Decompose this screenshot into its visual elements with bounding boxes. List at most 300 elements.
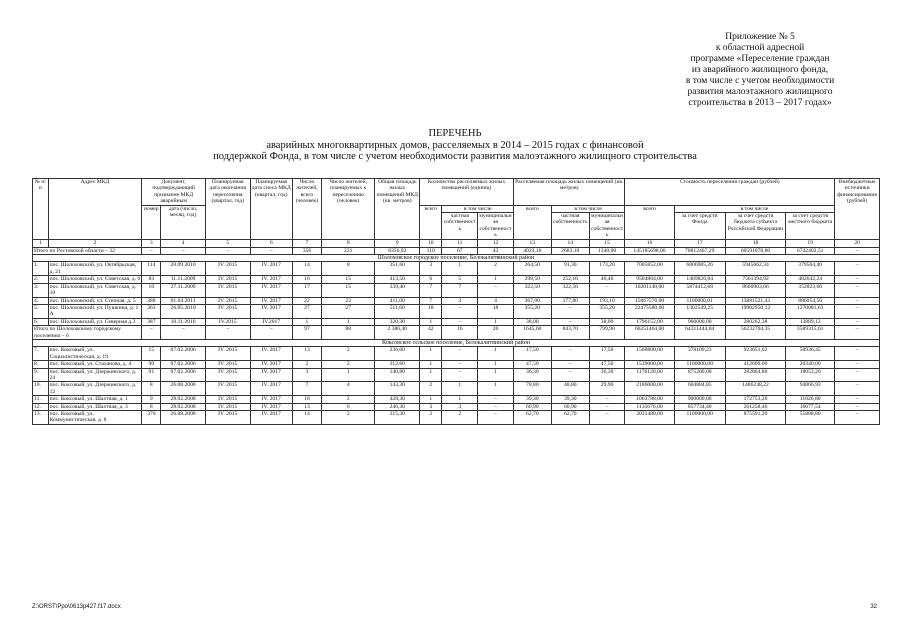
table-cell: 604884,85 (674, 382, 725, 396)
column-index-cell: 16 (625, 239, 674, 247)
table-cell: пос. Шолоховский, ул. Советская, д. 10 (48, 283, 142, 297)
column-index-cell: 12 (478, 239, 514, 247)
table-cell: – (250, 326, 292, 340)
table-cell: 412600,00 (725, 361, 785, 368)
title-heading: ПЕРЕЧЕНЬ (428, 128, 482, 139)
table-cell: 6. (33, 318, 49, 325)
table-cell: 1 (478, 318, 514, 325)
table-cell: – (835, 318, 880, 325)
header-subject: за счет средств бюджета субъекта Российской Федерации (725, 213, 785, 240)
table-cell: 923651,02 (725, 347, 785, 361)
table-cell: 42 (420, 326, 442, 340)
table-cell: IV. 2017 (250, 347, 292, 361)
appendix-line: Приложение № 5 (725, 32, 795, 42)
table-cell: 900000,00 (674, 396, 725, 403)
table-cell: 799,90 (589, 326, 625, 340)
table-cell: IV. 2015 (205, 304, 250, 318)
column-index-cell: 3 (142, 239, 161, 247)
table-cell: 2031480,00 (625, 411, 674, 425)
table-cell: 312,60 (375, 361, 420, 368)
table-cell: 3 (442, 297, 478, 304)
table-cell: 264,50 (513, 262, 551, 276)
table-cell: IV.2017 (250, 318, 292, 325)
header-municipal: муниципальная собственность (479, 213, 512, 239)
table-cell: 8 (142, 382, 161, 396)
table-cell: 2 (420, 382, 442, 396)
table-cell: 10 (142, 283, 161, 297)
appendix-line: развития малоэтажного жилищного (687, 87, 833, 97)
table-cell: 39,30 (551, 396, 589, 403)
table-cell: 22 (321, 297, 375, 304)
table-cell: пос. Коксовый, ул. Дзержинского, д. 24 (48, 368, 142, 382)
table-cell: 1340,00 (589, 247, 625, 254)
table-cell: 56232704,35 (725, 326, 785, 340)
table-cell: 857734,40 (674, 403, 725, 410)
table-cell: IV. 2017 (250, 368, 292, 382)
table-cell: 9504864,00 (625, 276, 674, 283)
table-cell: 20.09.2010 (161, 262, 206, 276)
table-cell: 1176120,00 (625, 368, 674, 382)
table-cell: 5874412,68 (674, 283, 725, 297)
table-cell: 1 (442, 382, 478, 396)
table-cell: 38,00 (589, 318, 625, 325)
header-plan-demo: Планируемая дата сноса МКД (квартал, год) (250, 179, 292, 240)
table-cell: 60,90 (551, 403, 589, 410)
table-cell: – (205, 326, 250, 340)
table-cell: 14 (292, 262, 321, 276)
table-cell: 19902950,12 (725, 304, 785, 318)
table-cell: 315,30 (375, 411, 420, 425)
table-cell: 16677,54 (786, 403, 835, 410)
table-cell: – (161, 247, 206, 254)
table-cell: 1100000,00 (674, 411, 725, 425)
table-cell: 2. (33, 276, 49, 283)
table-cell: 177,80 (551, 297, 589, 304)
table-cell: – (589, 283, 625, 297)
table-cell: 320,30 (375, 318, 420, 325)
table-cell: 261258,46 (725, 403, 785, 410)
total-row (33, 247, 880, 254)
column-index-cell: 13 (513, 239, 551, 247)
table-cell: 9 (142, 396, 161, 403)
table-cell: 193,10 (589, 297, 625, 304)
table-cell: 29,90 (589, 382, 625, 396)
table-cell: IV.2015 (205, 318, 250, 325)
table-row (33, 361, 880, 368)
table-cell: 1560800,00 (625, 347, 674, 361)
table-cell: 1645,60 (513, 326, 551, 340)
table-cell: 1063788,00 (625, 396, 674, 403)
table-cell: – (835, 382, 880, 396)
table-cell: 13 (292, 347, 321, 361)
table-cell: – (835, 368, 880, 382)
section-row (33, 255, 880, 262)
table-cell: 13 (292, 403, 321, 410)
table-cell: 1 (478, 361, 514, 368)
table-cell: – (835, 304, 880, 318)
column-index-row (33, 239, 880, 247)
table-cell: 843,70 (551, 326, 589, 340)
table-cell: 5 (442, 276, 478, 283)
table-cell: 38,00 (513, 318, 551, 325)
table-cell: – (250, 247, 292, 254)
table-cell: – (442, 361, 478, 368)
table-cell: IV. 2015 (205, 382, 250, 396)
header-to-move: Число жителей, планируемых к переселению (человек) (321, 179, 375, 240)
table-cell: 22 (292, 297, 321, 304)
table-cell: 17 (292, 283, 321, 297)
header-fund: за счет средств Фонда (674, 213, 725, 240)
table-cell: 2 (321, 361, 375, 368)
table-cell: – (835, 361, 880, 368)
table-cell: пос. Коксовый, ул. Стаханова, д. 4 (48, 361, 142, 368)
table-cell: 18 (478, 304, 514, 318)
table-cell: 252,10 (551, 276, 589, 283)
table-row (33, 262, 880, 276)
table-cell: 1 (420, 361, 442, 368)
table-cell: 2 (292, 361, 321, 368)
table-cell: – (442, 368, 478, 382)
table-cell: 6 (321, 403, 375, 410)
table-cell: 17,50 (589, 347, 625, 361)
table-cell: 1. (33, 262, 49, 276)
header-residents: Число жителей, всего (человек) (292, 179, 321, 240)
table-cell: – (835, 262, 880, 276)
table-row (33, 403, 880, 410)
table-cell: 18 (420, 304, 442, 318)
table-cell: 1 (321, 368, 375, 382)
table-cell: 114 (142, 262, 161, 276)
table-cell: 1 (478, 347, 514, 361)
table-cell: 140,80 (375, 368, 420, 382)
table-cell: – (589, 396, 625, 403)
table-cell: 62,70 (551, 411, 589, 425)
table-cell: 12. (33, 403, 49, 410)
table-cell: 8 (321, 262, 375, 276)
table-cell: 2 (478, 262, 514, 276)
table-cell: IV. 2015 (205, 411, 250, 425)
table-cell: 46,40 (589, 276, 625, 283)
table-cell: – (478, 403, 514, 410)
table-cell: 67 (442, 247, 478, 254)
table-cell: 10201140,00 (625, 283, 674, 297)
table-cell: 28.02.2008 (161, 396, 206, 403)
table-cell: 1 (321, 318, 375, 325)
table-cell: 14 (292, 411, 321, 425)
table-cell: пос. Коксовый, ул. Коммунистическая, д. 8 (48, 411, 142, 425)
table-cell: IV. 2017 (250, 297, 292, 304)
column-index-cell: 8 (321, 239, 375, 247)
table-cell: 3. (33, 283, 49, 297)
table-cell: 379504,40 (786, 262, 835, 276)
table-cell: IV. 2015 (205, 276, 250, 283)
table-cell: 7 (420, 297, 442, 304)
column-index-cell: 9 (375, 239, 420, 247)
table-cell: IV. 2017 (250, 411, 292, 425)
table-cell: 22475580,00 (625, 304, 674, 318)
table-cell: 1 (478, 368, 514, 382)
document-title (30, 128, 880, 163)
table-cell: – (551, 361, 589, 368)
table-cell: 1 (442, 396, 478, 403)
column-index-cell: 11 (442, 239, 478, 247)
table-cell: 1270081,63 (786, 304, 835, 318)
table-cell: – (835, 326, 880, 340)
table-cell: IV. 2015 (205, 347, 250, 361)
appendix-line: программе «Переселение граждан (690, 54, 830, 64)
table-cell: 26.05.2010 (161, 304, 206, 318)
table-cell: 5945662,34 (725, 262, 785, 276)
table-cell: – (835, 403, 880, 410)
table-cell: пос. Шолоховский, ул. Советская, д. 6 (49, 276, 141, 283)
appendix-line: из аварийного жилищного фонда, (691, 65, 829, 75)
header-doc-date: дата (число, месяц, год) (161, 205, 206, 239)
table-cell: 875591,20 (725, 411, 785, 425)
table-cell: 13. (33, 411, 49, 425)
table-cell: 2 (321, 347, 375, 361)
table-cell: пос. Шолоховский, ул. Степная, д. 5 (48, 297, 142, 304)
table-cell: 388 (142, 297, 161, 304)
table-cell: IV. 2017 (250, 396, 292, 403)
table-cell: 298,50 (513, 276, 551, 283)
header-area: Общая площадь жилых помещений МКД (кв. метров) (375, 179, 420, 240)
table-cell: Итого по Ростовской области – 32 (33, 247, 142, 254)
table-cell: 60591078,80 (725, 247, 785, 254)
table-row (33, 297, 880, 304)
table-cell: 355,20 (513, 304, 551, 318)
table-cell: 11. (33, 396, 49, 403)
table-cell: 01.04.2011 (161, 297, 206, 304)
header-count: Количество расселяемых жилых помещений (единиц) (420, 179, 514, 206)
table-cell: 15 (142, 347, 161, 361)
table-cell: 1 (420, 368, 442, 382)
table-cell: 3 (420, 262, 442, 276)
table-cell: 88 (321, 326, 375, 340)
header-local: за счет средств местного бюджета (786, 213, 835, 240)
table-cell: 900000,00 (674, 318, 725, 325)
table-cell: 47,50 (513, 361, 551, 368)
header-cost-total: всего (625, 205, 674, 239)
houses-table (32, 178, 880, 425)
table-cell: пос. Коксовый, ул. Социалистическая, д. 19 (48, 347, 142, 361)
table-cell: 47,50 (589, 361, 625, 368)
table-cell: 2 (420, 411, 442, 425)
table-cell: 351,60 (375, 262, 420, 276)
table-cell: 27 (292, 304, 321, 318)
table-header (33, 179, 880, 240)
header-incl: в том числе (442, 205, 513, 212)
table-cell: 411,00 (375, 297, 420, 304)
table-cell: 173,20 (589, 262, 625, 276)
table-cell: 7. (33, 347, 49, 361)
subtotal-row (33, 326, 880, 340)
table-cell: 110 (420, 247, 442, 254)
table-cell: 322,50 (551, 283, 589, 297)
table-cell: 1539000,00 (625, 361, 674, 368)
table-cell: 17,50 (513, 347, 551, 361)
table-cell: 90 (142, 361, 161, 368)
table-cell: 07.02.2006 (161, 347, 206, 361)
table-cell: 1 (478, 382, 514, 396)
table-row (33, 396, 880, 403)
table-cell: Итого по Шолоховскому городскому поселению – 6 (33, 326, 142, 340)
table-cell: 1 (442, 262, 478, 276)
column-index-cell: 4 (161, 239, 206, 247)
table-cell: 4023,10 (513, 247, 551, 254)
table-row (33, 368, 880, 382)
table-cell: 36,30 (589, 368, 625, 382)
table-cell: 3 (442, 403, 478, 410)
table-cell: 11026,80 (786, 396, 835, 403)
table-cell: 58936,45 (786, 347, 835, 361)
table-cell: 4 (321, 382, 375, 396)
table-cell: 18 (292, 396, 321, 403)
table-cell: 07.02.2006 (161, 368, 206, 382)
table-cell: пос. Коксовый, ул. Шахтная, д. 3 (48, 403, 142, 410)
table-cell: IV. 2017 (250, 283, 292, 297)
table-cell: 2 (442, 411, 478, 425)
table-cell: 3 (292, 368, 321, 382)
table-cell: – (835, 283, 880, 297)
table-cell: IV. 2017 (250, 276, 292, 283)
appendix-line: строительства в 2013 – 2017 годах» (688, 98, 832, 108)
header-count-total: всего (420, 205, 442, 239)
table-cell: 2683,10 (551, 247, 589, 254)
table-cell: 367,00 (513, 297, 551, 304)
table-cell: – (478, 283, 514, 297)
table-cell: 1135676,00 (625, 403, 674, 410)
table-cell: 7 (420, 283, 442, 297)
table-cell: 2 (321, 396, 375, 403)
table-cell: 1 (420, 396, 442, 403)
table-cell: 64311444,04 (674, 326, 725, 340)
table-cell: 1796152,00 (625, 318, 674, 325)
table-cell: 10. (33, 382, 49, 396)
table-cell: 8356,92 (375, 247, 420, 254)
table-cell: – (835, 411, 880, 425)
table-cell: – (478, 396, 514, 403)
table-cell: 28.02.2008 (161, 403, 206, 410)
header-private: частная собственность (442, 213, 478, 240)
table-body (33, 239, 880, 424)
table-row (33, 283, 880, 297)
table-cell: 1100000,01 (674, 297, 725, 304)
table-cell: 356 (292, 247, 321, 254)
table-cell: 4. (33, 297, 49, 304)
table-cell: 16 (292, 276, 321, 283)
table-cell: 6742402,51 (786, 247, 835, 254)
title-subline: поддержкой Фонда, в том числе с учетом необходимости развития малоэтажного жилищного строительства (213, 151, 697, 162)
table-cell: 18053,20 (786, 368, 835, 382)
table-cell: 511,60 (375, 304, 420, 318)
table-cell: 3589315,61 (786, 326, 835, 340)
table-cell: 1 (420, 347, 442, 361)
table-cell: – (142, 247, 161, 254)
table-row (33, 304, 880, 318)
table-cell: 9. (33, 368, 49, 382)
table-cell: 1302549,25 (674, 304, 725, 318)
table-cell: 91 (142, 368, 161, 382)
table-cell: 4 (478, 297, 514, 304)
table-cell: – (551, 318, 589, 325)
table-cell: 1 (292, 318, 321, 325)
table-cell: 26340,00 (786, 361, 835, 368)
header-cost: Стоимость переселения граждан (рублей) (625, 179, 835, 206)
table-cell: – (589, 411, 625, 425)
column-index-cell: 15 (589, 239, 625, 247)
table-cell: 48,80 (551, 382, 589, 396)
table-cell: 07.02.2006 (161, 361, 206, 368)
page-number: 32 (870, 604, 877, 610)
header-area-moved: Расселяемая площадь жилых помещений (кв. метров) (513, 179, 625, 206)
table-cell: – (551, 368, 589, 382)
table-cell: – (442, 318, 478, 325)
table-row (33, 318, 880, 325)
header-incl3: в том числе (674, 205, 835, 212)
table-cell: пос. Коксовый, ул. Шахтная, д. 1 (48, 396, 142, 403)
header-private2: частная собственность (551, 213, 589, 240)
table-cell: – (205, 247, 250, 254)
table-cell: 5. (33, 304, 49, 318)
table-cell: 55888,80 (786, 411, 835, 425)
table-cell: 78,80 (513, 382, 551, 396)
table-cell: 3 (420, 403, 442, 410)
table-cell: 8 (142, 403, 161, 410)
table-cell: IV. 2015 (205, 297, 250, 304)
header-municipal2: муниципальная собственность (591, 213, 624, 239)
table-cell: 246,30 (375, 403, 420, 410)
column-index-cell: 6 (250, 239, 292, 247)
table-cell: 355,20 (589, 304, 625, 318)
table-cell: 482642,24 (786, 276, 835, 283)
table-row (33, 276, 880, 283)
table-cell: 1 (478, 276, 514, 283)
table-cell: 1486248,22 (725, 382, 785, 396)
column-index-cell: 2 (48, 239, 142, 247)
column-index-cell: 10 (420, 239, 442, 247)
table-cell: – (551, 304, 589, 318)
table-cell: – (142, 326, 161, 340)
table-cell: 1 (420, 318, 442, 325)
table-cell: IV. 2015 (205, 262, 250, 276)
table-cell: 66251464,00 (625, 326, 674, 340)
table-cell: IV. 2017 (250, 304, 292, 318)
table-cell: 7561394,92 (725, 276, 785, 283)
table-cell: – (551, 347, 589, 361)
table-cell: пос. Шолоховский, ул. Октябрьская, д. 21 (48, 262, 142, 276)
table-cell: – (835, 276, 880, 283)
table-cell: 7005852,00 (625, 262, 674, 276)
table-cell: 39,30 (513, 396, 551, 403)
table-cell: 172753,20 (725, 396, 785, 403)
table-cell: 378109,23 (674, 347, 725, 361)
column-index-cell: 7 (292, 239, 321, 247)
table-cell: 43 (478, 247, 514, 254)
table-cell: 875200,00 (674, 368, 725, 382)
table-cell: 15 (321, 276, 375, 283)
table-cell: – (835, 396, 880, 403)
table-cell: 352823,66 (786, 283, 835, 297)
section-title: Шолоховское городское поселение, Белокалитвинский район (33, 255, 880, 262)
section-title: Коксовское сельское поселение, Белокалитвинский район (33, 339, 880, 346)
table-cell: пос. Шолоховский, ул. Пушкина, д. 1 А (48, 304, 142, 318)
header-num: № п/п (33, 179, 49, 240)
table-cell: 2186000,00 (625, 382, 674, 396)
column-index-cell: 19 (786, 239, 835, 247)
appendix-header (640, 32, 880, 109)
table-cell: 6 (420, 276, 442, 283)
table-cell: 7 (442, 283, 478, 297)
